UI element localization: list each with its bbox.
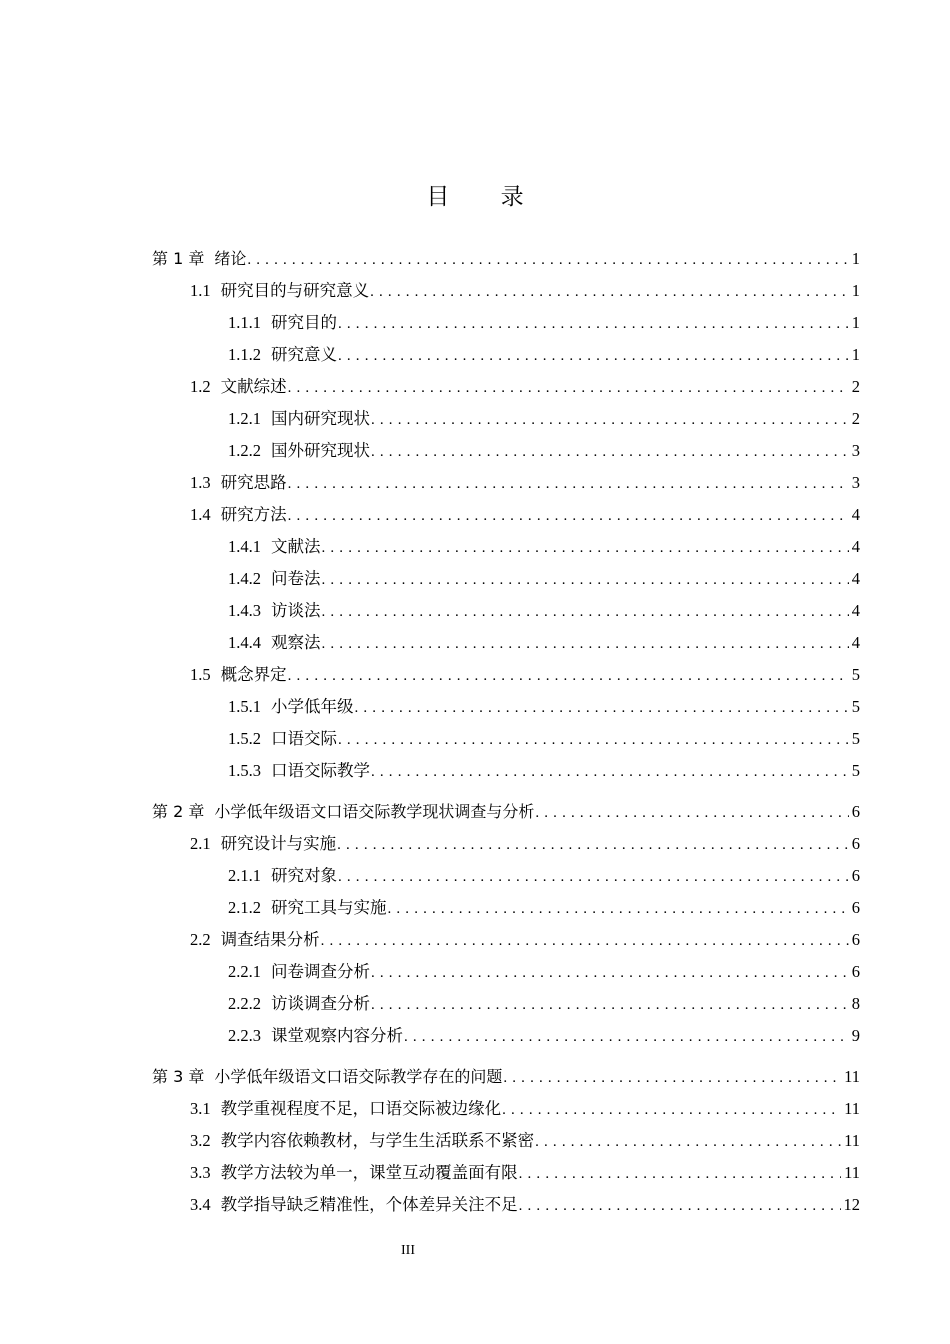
toc-entry-number: 1.3: [190, 473, 211, 492]
toc-dot-leader: [535, 1126, 841, 1158]
toc-subsection-entry[interactable]: [152, 691, 860, 723]
toc-dot-leader: [535, 797, 848, 829]
toc-page-number: 1: [851, 345, 860, 364]
toc-page-number: 9: [851, 1026, 860, 1045]
toc-entry-title: 课堂观察内容分析: [271, 1026, 403, 1045]
toc-subsection-entry[interactable]: [152, 892, 860, 924]
toc-entry-number: 1.2.1: [228, 409, 261, 428]
toc-page-number: 6: [851, 930, 860, 949]
toc-page-number: 4: [851, 633, 860, 652]
toc-page-number: 5: [851, 697, 860, 716]
toc-page-number: 8: [851, 994, 860, 1013]
toc-dot-leader: [322, 532, 849, 564]
toc-section-entry[interactable]: [152, 1093, 860, 1125]
toc-entry-title: 问卷法: [271, 569, 321, 588]
toc-dot-leader: [388, 893, 849, 925]
toc-entry-number: 1.4.2: [228, 569, 261, 588]
toc-section-entry[interactable]: [152, 275, 860, 307]
toc-section-entry[interactable]: [152, 924, 860, 956]
toc-section-entry[interactable]: [152, 499, 860, 531]
toc-page-number: 11: [844, 1099, 860, 1118]
toc-section-entry[interactable]: [152, 1189, 860, 1221]
toc-entry-number: 2.2: [190, 930, 211, 949]
toc-dot-leader: [322, 564, 849, 596]
toc-page-number: 11: [844, 1067, 860, 1086]
toc-subsection-entry[interactable]: [152, 563, 860, 595]
toc-entry-title: 小学低年级: [271, 697, 354, 716]
toc-entry-title: 研究目的与研究意义: [220, 281, 370, 300]
toc-subsection-entry[interactable]: [152, 435, 860, 467]
toc-entry-title: 研究对象: [271, 866, 337, 885]
toc-entry-number: 2.2.2: [228, 994, 261, 1013]
toc-entry-title: 问卷调查分析: [271, 962, 370, 981]
toc-page-number: 5: [851, 761, 860, 780]
toc-dot-leader: [355, 692, 849, 724]
toc-page-number: 4: [851, 569, 860, 588]
toc-dot-leader: [371, 756, 849, 788]
toc-page-number: 6: [851, 866, 860, 885]
toc-subsection-entry[interactable]: [152, 723, 860, 755]
toc-dot-leader: [404, 1021, 849, 1053]
toc-subsection-entry[interactable]: [152, 531, 860, 563]
toc-section-entry[interactable]: [152, 828, 860, 860]
toc-entry-title: 教学重视程度不足，口语交际被边缘化: [220, 1099, 502, 1118]
toc-entry-number: 3.1: [190, 1099, 211, 1118]
toc-entry-title: 教学指导缺乏精准性，个体差异关注不足: [220, 1195, 518, 1214]
toc-subsection-entry[interactable]: [152, 755, 860, 787]
toc-entry-title: 文献综述: [220, 377, 287, 396]
toc-chapter-entry[interactable]: [152, 1061, 860, 1093]
toc-entry-number: 2.2.3: [228, 1026, 261, 1045]
toc-dot-leader: [338, 724, 849, 756]
toc-dot-leader: [338, 861, 849, 893]
toc-dot-leader: [338, 308, 849, 340]
toc-entry-number: 3.3: [190, 1163, 211, 1182]
toc-chapter-entry[interactable]: [152, 796, 860, 828]
toc-entry-title: 研究方法: [220, 505, 287, 524]
toc-dot-leader: [321, 925, 849, 957]
toc-dot-leader: [503, 1062, 841, 1094]
toc-entry-title: 教学方法较为单一，课堂互动覆盖面有限: [220, 1163, 518, 1182]
toc-entry-title: 访谈调查分析: [271, 994, 370, 1013]
toc-page-number: 4: [851, 505, 860, 524]
toc-subsection-entry[interactable]: [152, 307, 860, 339]
toc-entry-title: 教学内容依赖教材，与学生生活联系不紧密: [220, 1131, 535, 1150]
toc-page-number: 6: [851, 898, 860, 917]
toc-entry-title: 观察法: [271, 633, 321, 652]
toc-entry-title: 口语交际: [271, 729, 337, 748]
toc-dot-leader: [322, 596, 849, 628]
toc-entry-number: 1.4.3: [228, 601, 261, 620]
toc-dot-leader: [371, 989, 849, 1021]
toc-page-number: 12: [843, 1195, 860, 1214]
toc-entry-title: 绪论: [214, 249, 247, 268]
toc-page-number: 11: [844, 1131, 860, 1150]
toc-dot-leader: [371, 957, 849, 989]
toc-section-entry[interactable]: [152, 1125, 860, 1157]
toc-page-number: 5: [851, 665, 860, 684]
toc-dot-leader: [322, 628, 849, 660]
toc-section-entry[interactable]: [152, 659, 860, 691]
toc-entry-number: 1.2: [190, 377, 211, 396]
toc-page-number: 2: [851, 377, 860, 396]
toc-entry-title: 国外研究现状: [271, 441, 370, 460]
toc-entry-number: 1.1: [190, 281, 211, 300]
toc-entry-title: 研究工具与实施: [271, 898, 387, 917]
toc-entry-number: 1.5.3: [228, 761, 261, 780]
toc-page-number: 4: [851, 537, 860, 556]
toc-entry-number: 1.4.4: [228, 633, 261, 652]
toc-dot-leader: [288, 500, 849, 532]
toc-dot-leader: [337, 829, 849, 861]
page-title: 目 录: [426, 184, 546, 210]
toc-entry-title: 国内研究现状: [271, 409, 370, 428]
toc-entry-number: 1.4: [190, 505, 211, 524]
toc-entry-number: 3.4: [190, 1195, 211, 1214]
toc-entry-title: 口语交际教学: [271, 761, 370, 780]
page-number: III: [401, 1243, 415, 1258]
toc-entry-number: 1.4.1: [228, 537, 261, 556]
toc-page-number: 1: [851, 281, 860, 300]
toc-entry-number: 1.5.1: [228, 697, 261, 716]
toc-page-number: 1: [851, 313, 860, 332]
toc-subsection-entry[interactable]: [152, 1020, 860, 1052]
toc-page-number: 6: [851, 834, 860, 853]
toc-section-entry[interactable]: [152, 1157, 860, 1189]
toc-entry-number: 1.1.1: [228, 313, 261, 332]
toc-page-number: 4: [851, 601, 860, 620]
toc-entry-title: 小学低年级语文口语交际教学现状调查与分析: [214, 802, 535, 821]
table-of-contents: [152, 243, 860, 1221]
toc-subsection-entry[interactable]: [152, 403, 860, 435]
toc-entry-number: 2.1.1: [228, 866, 261, 885]
toc-dot-leader: [247, 244, 848, 276]
toc-page-number: 5: [851, 729, 860, 748]
toc-entry-number: 3.2: [190, 1131, 211, 1150]
toc-entry-title: 研究意义: [271, 345, 337, 364]
toc-entry-title: 访谈法: [271, 601, 321, 620]
toc-page-number: 3: [851, 473, 860, 492]
toc-entry-title: 文献法: [271, 537, 321, 556]
toc-dot-leader: [288, 372, 849, 404]
toc-subsection-entry[interactable]: [152, 956, 860, 988]
toc-entry-number: 1.5: [190, 665, 211, 684]
toc-entry-number: 1.2.2: [228, 441, 261, 460]
toc-dot-leader: [502, 1094, 841, 1126]
toc-entry-title: 调查结果分析: [220, 930, 320, 949]
toc-subsection-entry[interactable]: [152, 627, 860, 659]
toc-page-number: 6: [851, 962, 860, 981]
toc-entry-title: 概念界定: [220, 665, 287, 684]
toc-page-number: 2: [851, 409, 860, 428]
toc-entry-number: 2.1.2: [228, 898, 261, 917]
toc-page-number: 6: [851, 802, 860, 821]
toc-dot-leader: [288, 468, 849, 500]
toc-dot-leader: [370, 276, 849, 308]
toc-page-number: 11: [844, 1163, 860, 1182]
toc-entry-title: 研究目的: [271, 313, 337, 332]
toc-dot-leader: [519, 1190, 841, 1222]
toc-page-number: 1: [851, 249, 860, 268]
toc-entry-number: 1.5.2: [228, 729, 261, 748]
toc-entry-number: 第 1 章: [152, 249, 205, 268]
toc-dot-leader: [338, 340, 849, 372]
toc-section-entry[interactable]: [152, 371, 860, 403]
toc-entry-title: 小学低年级语文口语交际教学存在的问题: [214, 1067, 503, 1086]
toc-dot-leader: [519, 1158, 841, 1190]
toc-entry-number: 第 2 章: [152, 802, 205, 821]
toc-entry-number: 2.2.1: [228, 962, 261, 981]
toc-page-number: 3: [851, 441, 860, 460]
toc-chapter-entry[interactable]: [152, 243, 860, 275]
toc-subsection-entry[interactable]: [152, 339, 860, 371]
toc-entry-title: 研究设计与实施: [220, 834, 337, 853]
toc-entry-number: 第 3 章: [152, 1067, 205, 1086]
toc-dot-leader: [371, 404, 849, 436]
toc-dot-leader: [371, 436, 849, 468]
toc-entry-number: 1.1.2: [228, 345, 261, 364]
toc-dot-leader: [288, 660, 849, 692]
toc-subsection-entry[interactable]: [152, 988, 860, 1020]
toc-entry-title: 研究思路: [220, 473, 287, 492]
toc-section-entry[interactable]: [152, 467, 860, 499]
toc-subsection-entry[interactable]: [152, 595, 860, 627]
toc-entry-number: 2.1: [190, 834, 211, 853]
toc-subsection-entry[interactable]: [152, 860, 860, 892]
